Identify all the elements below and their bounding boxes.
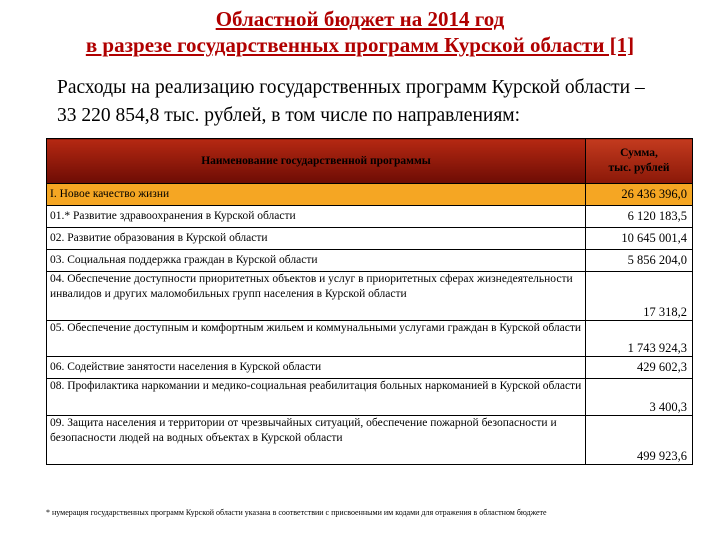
table-row (47, 321, 693, 357)
program-name: 06. Содействие занятости населения в Курской области (47, 357, 586, 379)
header-sum (586, 139, 693, 184)
program-amount: 1 743 924,3 (586, 321, 693, 357)
table-row (47, 272, 693, 321)
intro-text (57, 74, 697, 130)
program-amount: 499 923,6 (586, 416, 693, 465)
program-name: I. Новое качество жизни (47, 184, 586, 206)
program-name: 02. Развитие образования в Курской области (47, 228, 586, 250)
budget-table (46, 138, 693, 465)
title-line-2: в разрезе государственных программ Курской области [1] (85, 33, 635, 57)
table-row (47, 357, 693, 379)
table-row (47, 228, 693, 250)
intro-line-1: Расходы на реализацию государственных программ Курской области – (57, 77, 645, 98)
program-name: 05. Обеспечение доступным и комфортным жильем и коммунальными услугами граждан в Курской области (47, 321, 586, 357)
table-row (47, 379, 693, 416)
page-title (0, 6, 720, 58)
header-sum-line-2: тыс. рублей (608, 162, 670, 174)
program-name: 04. Обеспечение доступности приоритетных объектов и услуг в приоритетных сферах жизнедеятельности инвалидов и других маломобильных групп населения в Курской области (47, 272, 586, 321)
program-amount: 10 645 001,4 (586, 228, 693, 250)
program-name: 01.* Развитие здравоохранения в Курской области (47, 206, 586, 228)
header-program-name: Наименование государственной программы (47, 139, 586, 184)
program-name: 09. Защита населения и территории от чрезвычайных ситуаций, обеспечение пожарной безопасности и безопасности людей на водных объектах в Курской области (47, 416, 586, 465)
program-name: 08. Профилактика наркомании и медико-социальная реабилитация больных наркоманией в Курской области (47, 379, 586, 416)
table-row (47, 206, 693, 228)
program-amount: 6 120 183,5 (586, 206, 693, 228)
program-amount: 5 856 204,0 (586, 250, 693, 272)
program-amount: 429 602,3 (586, 357, 693, 379)
header-sum-line-1: Сумма, (620, 147, 658, 159)
table-row (47, 250, 693, 272)
footnote: * нумерация государственных программ Курской области указана в соответствии с присвоенными им кодами для отражения в областном бюджете (46, 508, 547, 517)
table-row (47, 184, 693, 206)
table-header-row (47, 139, 693, 184)
table-row (47, 416, 693, 465)
program-amount: 26 436 396,0 (586, 184, 693, 206)
title-line-1: Областной бюджет на 2014 год (215, 7, 505, 31)
intro-line-2: 33 220 854,8 тыс. рублей, в том числе по направлениям: (57, 105, 521, 126)
program-amount: 3 400,3 (586, 379, 693, 416)
program-amount: 17 318,2 (586, 272, 693, 321)
program-name: 03. Социальная поддержка граждан в Курской области (47, 250, 586, 272)
